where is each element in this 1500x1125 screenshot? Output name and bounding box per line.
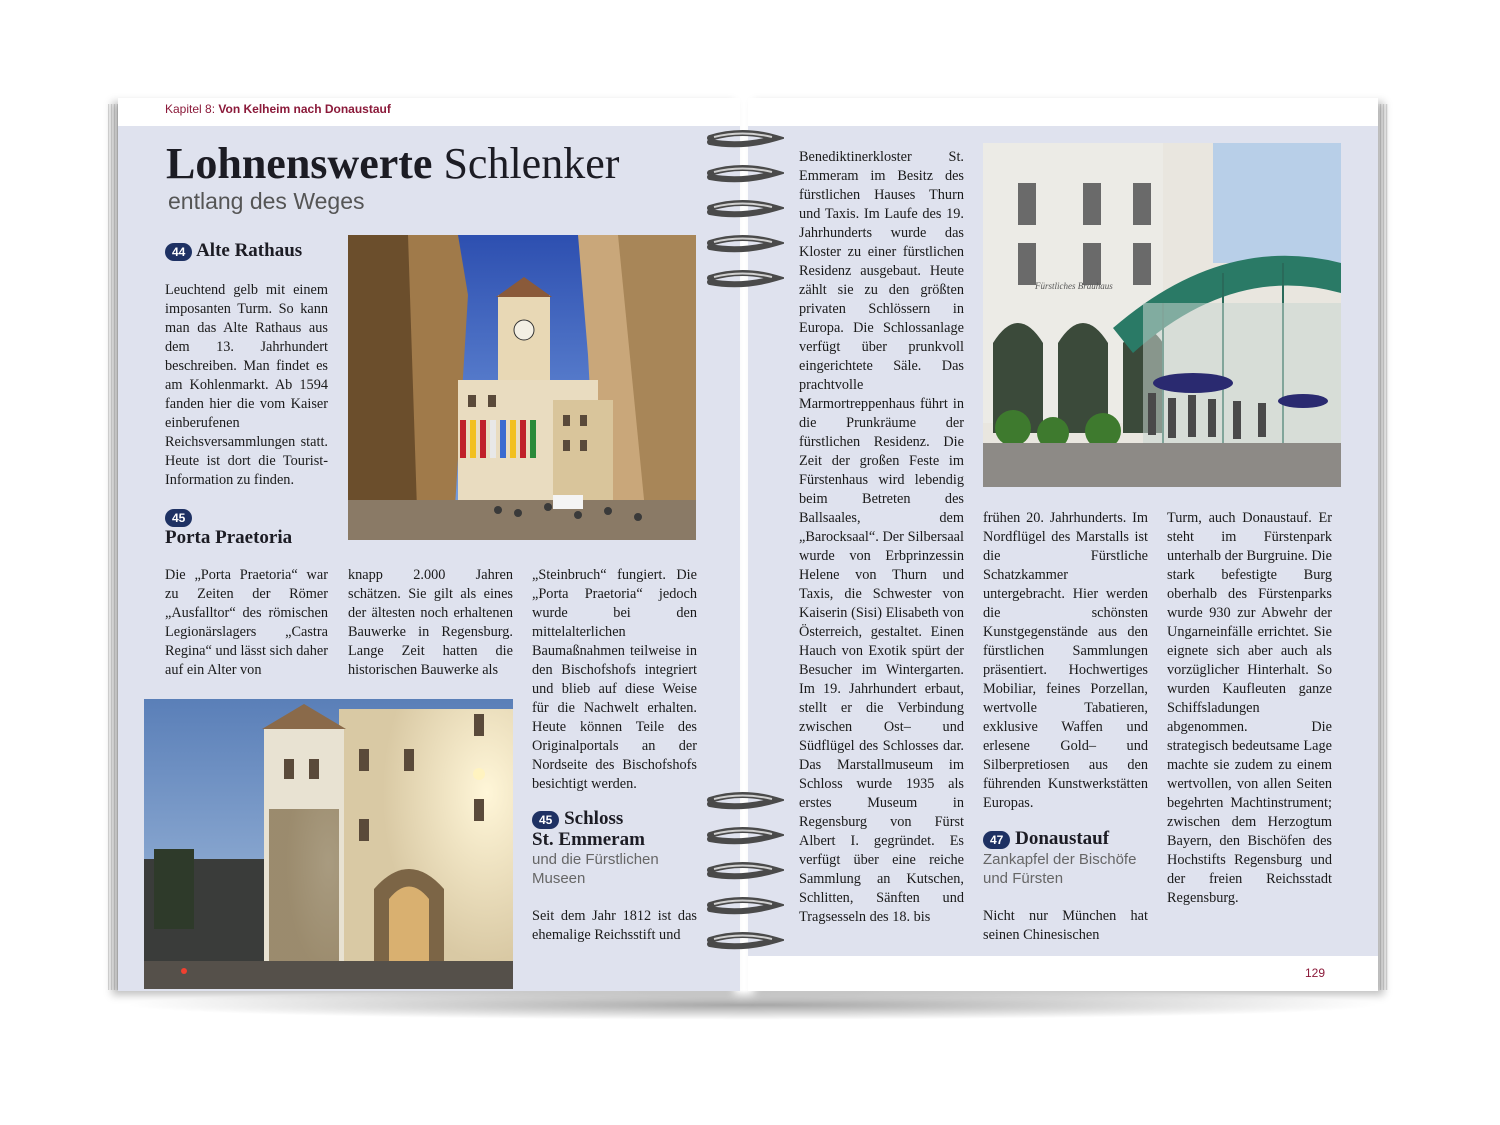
chapter-header (165, 102, 391, 116)
section-44-badge: 44 (165, 243, 192, 261)
photo-porta-praetoria (144, 699, 513, 989)
spiral-binding-bottom (702, 790, 784, 960)
photo-alte-rathaus (348, 235, 696, 540)
section-44-title: Alte Rathaus (196, 240, 303, 261)
section-45-badge: 45 (165, 509, 192, 527)
chapter-title: Von Kelheim nach Donaustauf (218, 102, 391, 116)
section-47-subtitle: Zankapfel der Bischöfe und Fürsten (983, 851, 1137, 887)
section-44-heading (165, 240, 302, 261)
right-col2-text: frühen 20. Jahrhunderts. Im Nordflügel des Marstalls ist die Fürstliche Schatzkammer untergebracht. Hier werden die schönsten Kunstgegenstände aus den fürstlichen Sammlungen präsentiert. Hochwertiges Mobiliar, feines Porzellan, wertvolle Tabatieren, exklusive Waffen und erlesene Gold– und Silberpretiosen aus den führenden Kunstwerkstätten Europas. (983, 510, 1148, 811)
section-schloss-title-2: St. Emmeram (532, 829, 645, 850)
section-47-text: Nicht nur München hat seinen Chinesischen (983, 908, 1148, 943)
photo-brauhaus-art (983, 143, 1341, 487)
page-title-rest: Schlenker (443, 139, 620, 188)
right-page-footer-band (748, 956, 1378, 991)
section-schloss-heading (532, 808, 645, 850)
page-title (166, 138, 619, 189)
section-schloss-text: Seit dem Jahr 1812 ist das ehemalige Reichsstift und (532, 908, 697, 943)
page-subtitle: entlang des Weges (168, 188, 365, 214)
section-45-col1: Die „Porta Praetoria“ war zu Zeiten der Römer „Ausfalltor“ des römischen Legionärslagers „Castra Regina“ und lässt sich daher auf ein Alter von (165, 567, 328, 678)
section-45-col2: knapp 2.000 Jahren schätzen. Sie gilt als eines der ältesten noch erhaltenen Bauwerke in Regensburg. Lange Zeit hatten die historischen Bauwerke als (348, 567, 513, 678)
right-col1-text: Benediktinerkloster St. Emmeram im Besitz des fürstlichen Hauses Thurn und Taxis. Im Laufe des 19. Jahrhunderts wurde das Kloster zu einer fürstlichen Residenz ausgebaut. Heute zählt sie zu den größten privaten Schlössern in Europa. Die Schlossanlage verfügt über prunkvoll eingerichtete Säle. Das prachtvolle Marmortreppenhaus führt in die Prunkräume der fürstlichen Residenz. Die Zeit der großen Feste im Fürstenhaus wird lebendig beim Betreten des Ballsaales, dem „Barocksaal“. Der Silbersaal wurde von Erbprinzessin Helene von Thurn und Taxis, die Schwester von Kaiserin (Sisi) Elisabeth von Österreich, gestaltet. Einen Hauch von Exotik spürt der Besucher im Wintergarten. Im 19. Jahrhundert erbaut, stellt er die Verbindung zwischen Ost– und Südflügel des Schlosses dar. Das Marstallmuseum im Schloss wurde 1935 als erstes Museum in Regensburg von Fürst Albert I. gegründet. Es verfügt über eine reiche Sammlung an Kutschen, Schlitten, Sänften und Tragsesseln des 18. bis (799, 149, 964, 925)
book-shadow (120, 990, 1385, 1020)
section-45-heading (165, 506, 292, 548)
photo-alte-rathaus-art (348, 235, 696, 540)
right-page-header-band (748, 98, 1378, 126)
section-47-heading (983, 828, 1109, 849)
page-title-bold: Lohnenswerte (166, 139, 433, 188)
section-schloss-title-1: Schloss (564, 808, 624, 829)
section-45-col3: „Steinbruch“ fungiert. Die „Porta Praetoria“ jedoch wurde bei den mittelalterlichen Baumaßnahmen teilweise in den Bischofshofs integriert und blieb auf diese Weise für die Nachwelt erhalten. Heute können Teile des Originalportals an der Nordseite des Bischofshofs besichtigt werden. (532, 567, 697, 792)
brauhaus-sign: Fürstliches Brauhaus (1035, 281, 1113, 291)
section-47-title: Donaustauf (1015, 828, 1110, 849)
page-number: 129 (1305, 966, 1326, 980)
section-45-title: Porta Praetoria (165, 527, 293, 548)
section-44-text: Leuchtend gelb mit einem imposanten Turm. So kann man das Alte Rathaus aus dem 13. Jahrhundert beschreiben. Man findet es am Kohlenmarkt. Ab 1594 fanden hier die vom Kaiser einberufenen Reichsversammlungen statt. Heute ist dort die Tourist-Information zu finden. (165, 282, 328, 488)
section-schloss-badge: 45 (532, 811, 559, 829)
photo-brauhaus (983, 143, 1341, 487)
chapter-prefix: Kapitel 8: (165, 102, 216, 116)
section-schloss-subtitle: und die Fürstlichen Museen (532, 851, 659, 887)
spiral-binding-top (702, 128, 784, 298)
section-47-badge: 47 (983, 831, 1010, 849)
right-col3-text: Turm, auch Donaustauf. Er steht im Fürstenpark unterhalb der Burgruine. Die stark befestigte Burg oberhalb des Fürstenparks wurde 930 zur Abwehr der Ungarneinfälle errichtet. Sie eignete sich aber auch als vorzüglicher Hinterhalt. So wurden Kaufleuten ganze Schiffsladungen abgenommen. Die strategisch bedeutsame Lage machte sie zudem zu einem wertvollen, von allen Seiten begehrten Machtinstrument; zwischen dem Herzogtum Bayern, den Bischöfen des Hochstifts Regensburg und der freien Reichsstadt Regensburg. (1167, 510, 1332, 906)
photo-porta-praetoria-art (144, 699, 513, 989)
